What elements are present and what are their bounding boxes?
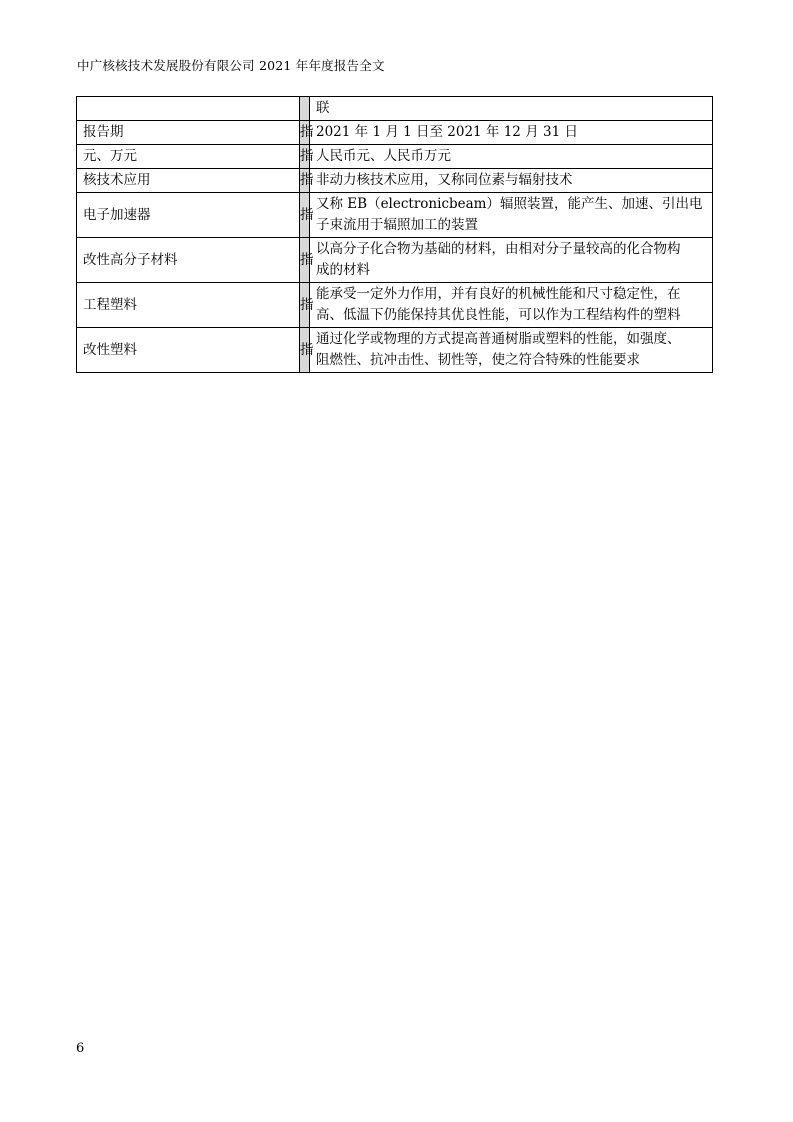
table-row xyxy=(77,97,713,121)
page-number: 6 xyxy=(76,1041,85,1056)
refer-cell: 指 xyxy=(300,193,310,238)
meaning-line: 人民币元、人民币万元 xyxy=(316,148,451,164)
refer-cell: 指 xyxy=(300,169,310,193)
table-row xyxy=(77,328,713,373)
meaning-cell xyxy=(310,238,713,283)
meaning-cell xyxy=(310,328,713,373)
table-row xyxy=(77,121,713,145)
term-cell: 元、万元 xyxy=(77,145,300,169)
term-cell: 改性塑料 xyxy=(77,328,300,373)
table-row xyxy=(77,238,713,283)
table-row xyxy=(77,283,713,328)
refer-cell xyxy=(300,97,310,121)
meaning-cell xyxy=(310,145,713,169)
page-header: 中广核核技术发展股份有限公司 2021 年年度报告全文 xyxy=(77,58,385,73)
table-row xyxy=(77,145,713,169)
refer-cell: 指 xyxy=(300,328,310,373)
refer-cell: 指 xyxy=(300,283,310,328)
term-cell xyxy=(77,97,300,121)
meaning-line: 2021 年 1 月 1 日至 2021 年 12 月 31 日 xyxy=(316,124,578,140)
refer-cell: 指 xyxy=(300,238,310,283)
meaning-line: 高、低温下仍能保持其优良性能，可以作为工程结构件的塑料 xyxy=(316,307,681,323)
refer-cell: 指 xyxy=(300,121,310,145)
table-row xyxy=(77,193,713,238)
meaning-line: 联 xyxy=(316,100,330,116)
meaning-cell xyxy=(310,193,713,238)
meaning-cell xyxy=(310,169,713,193)
meaning-line: 成的材料 xyxy=(316,262,370,278)
term-cell: 改性高分子材料 xyxy=(77,238,300,283)
glossary-table xyxy=(76,96,713,373)
meaning-line: 通过化学或物理的方式提高普通树脂或塑料的性能，如强度、 xyxy=(316,331,681,347)
meaning-line: 子束流用于辐照加工的装置 xyxy=(316,217,478,233)
table-row xyxy=(77,169,713,193)
meaning-cell xyxy=(310,97,713,121)
meaning-line: 又称 EB（electronicbeam）辐照装置，能产生、加速、引出电 xyxy=(316,196,703,212)
term-cell: 电子加速器 xyxy=(77,193,300,238)
meaning-line: 以高分子化合物为基础的材料，由相对分子量较高的化合物构 xyxy=(316,241,681,257)
term-cell: 报告期 xyxy=(77,121,300,145)
meaning-cell xyxy=(310,283,713,328)
meaning-line: 能承受一定外力作用，并有良好的机械性能和尺寸稳定性，在 xyxy=(316,286,681,302)
term-cell: 核技术应用 xyxy=(77,169,300,193)
meaning-line: 阻燃性、抗冲击性、韧性等，使之符合特殊的性能要求 xyxy=(316,352,640,368)
meaning-cell xyxy=(310,121,713,145)
refer-cell: 指 xyxy=(300,145,310,169)
term-cell: 工程塑料 xyxy=(77,283,300,328)
meaning-line: 非动力核技术应用，又称同位素与辐射技术 xyxy=(316,172,573,188)
